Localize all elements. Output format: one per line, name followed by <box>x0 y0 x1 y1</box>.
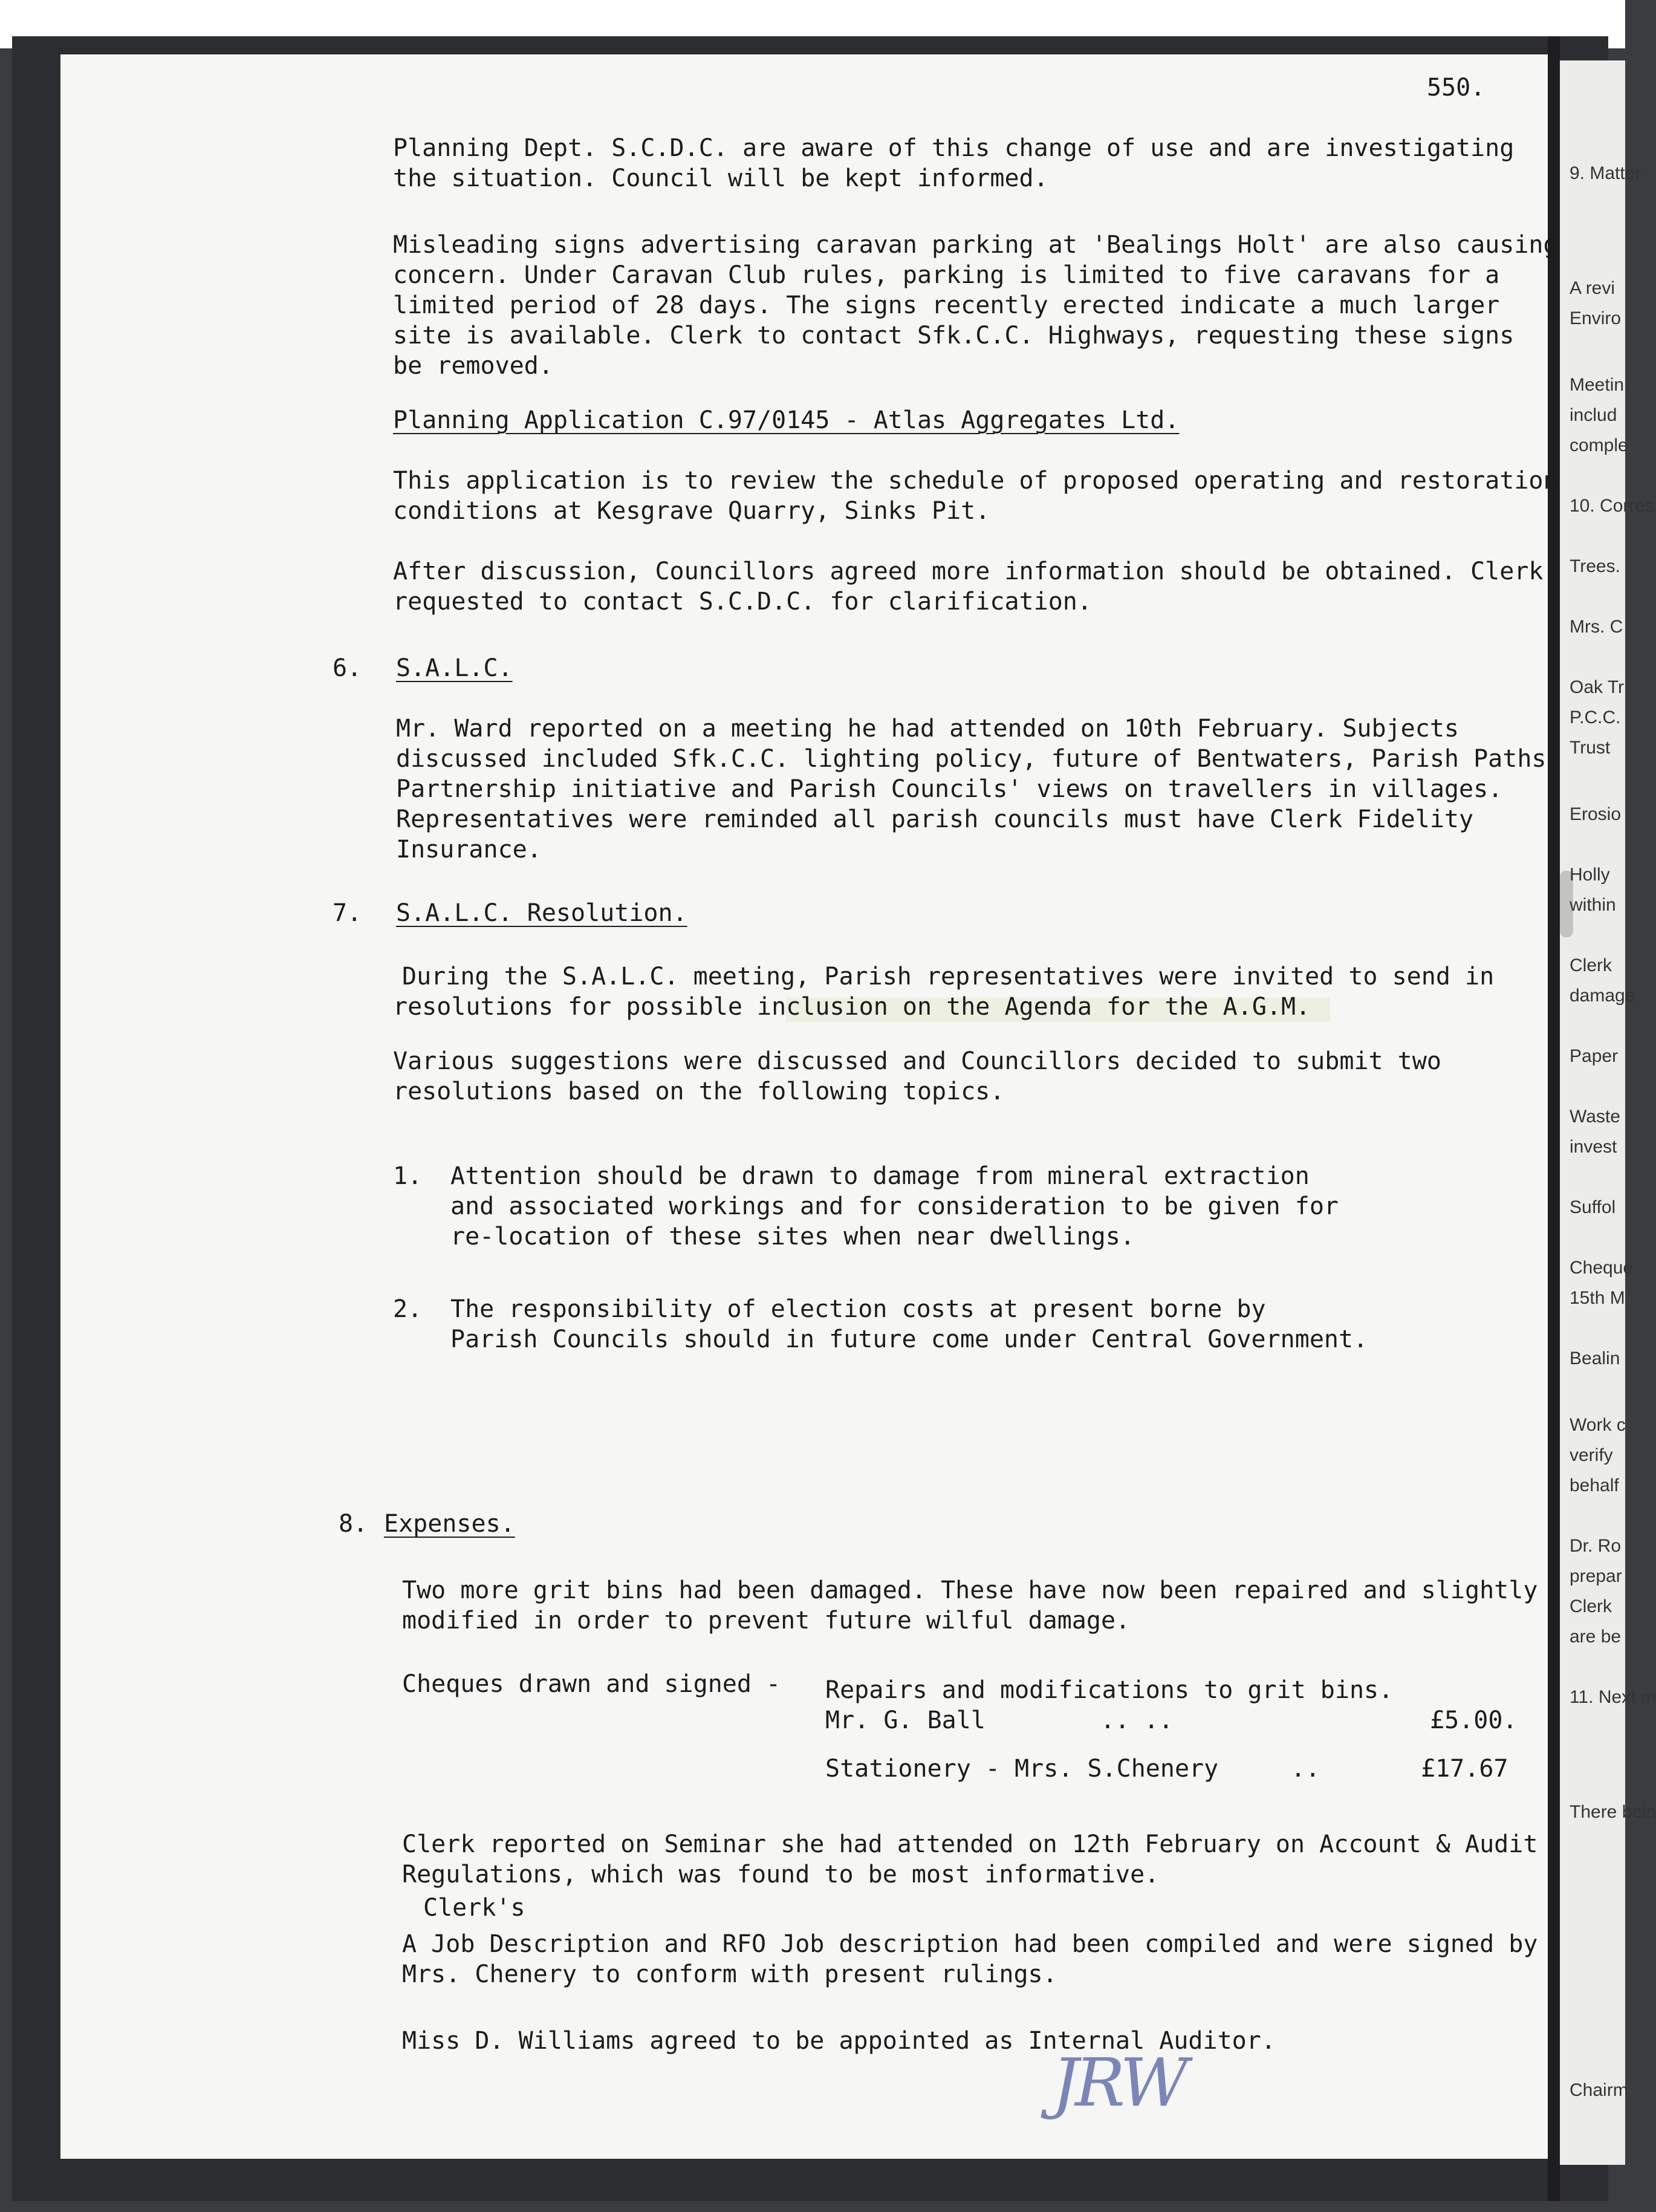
body-line: Insurance. <box>396 836 542 864</box>
adjacent-fragment: Work c <box>1570 1415 1626 1435</box>
body-line: be removed. <box>393 352 553 380</box>
body-line: concern. Under Caravan Club rules, parking is limited to five caravans for a <box>393 261 1500 289</box>
body-line: Misleading signs advertising caravan parking at 'Bealings Holt' are also causing <box>393 231 1558 259</box>
adjacent-fragment: Waste <box>1570 1107 1620 1127</box>
adjacent-fragment: A revi <box>1570 278 1615 298</box>
planning-application-heading: Planning Application C.97/0145 - Atlas Aggregates Ltd. <box>393 406 1180 434</box>
cheque-amount: £17.67 <box>1421 1755 1508 1783</box>
body-line: Mrs. Chenery to conform with present rulings. <box>402 1960 1057 1988</box>
body-line: Planning Dept. S.C.D.C. are aware of this change of use and are investigating <box>393 134 1515 162</box>
cheque-dots: .. <box>1291 1755 1320 1783</box>
adjacent-fragment: Dr. Ro <box>1570 1536 1622 1556</box>
binder-spine <box>1548 36 1560 2201</box>
adjacent-fragment: within <box>1570 895 1616 915</box>
list-item-line: Parish Councils should in future come under Central Government. <box>450 1326 1368 1353</box>
cheques-label: Cheques drawn and signed - <box>402 1670 781 1698</box>
body-line: After discussion, Councillors agreed more information should be obtained. Clerk <box>393 558 1544 585</box>
body-line: the situation. Council will be kept informed. <box>393 164 1048 192</box>
adjacent-fragment: Holly <box>1570 865 1610 885</box>
body-line: Partnership initiative and Parish Councils' views on travellers in villages. <box>396 775 1503 803</box>
adjacent-fragment: Suffol <box>1570 1197 1616 1217</box>
minutes-page <box>60 54 1558 2159</box>
adjacent-fragment: Cheque <box>1570 1258 1634 1278</box>
body-line: Various suggestions were discussed and Councillors decided to submit two <box>393 1047 1441 1075</box>
cheque-amount: £5.00. <box>1430 1706 1518 1734</box>
body-line: limited period of 28 days. The signs recently erected indicate a much larger <box>393 291 1500 319</box>
adjacent-fragment: 10. Corres <box>1570 496 1655 516</box>
body-line: This application is to review the schedule of proposed operating and restoration <box>393 467 1558 495</box>
body-line: A Job Description and RFO Job description had been compiled and were signed by <box>402 1930 1538 1958</box>
body-line: requested to contact S.C.D.C. for clarification. <box>393 588 1092 616</box>
adjacent-fragment: prepar <box>1570 1566 1622 1586</box>
adjacent-fragment: includ <box>1570 405 1617 425</box>
section-heading: S.A.L.C. Resolution. <box>396 899 687 927</box>
section-number: 6. <box>333 654 362 682</box>
adjacent-fragment: Paper <box>1570 1046 1619 1066</box>
adjacent-fragment: Chairm <box>1570 2080 1628 2100</box>
list-number: 2. <box>393 1295 423 1323</box>
adjacent-fragment: Enviro <box>1570 308 1622 328</box>
adjacent-fragment: 11. Next m <box>1570 1687 1656 1707</box>
body-line: site is available. Clerk to contact Sfk.C.C. Highways, requesting these signs <box>393 322 1515 350</box>
body-line: Representatives were reminded all parish councils must have Clerk Fidelity <box>396 805 1474 833</box>
list-item-line: re-location of these sites when near dwellings. <box>450 1223 1135 1251</box>
adjacent-page-edge <box>1560 60 1656 2165</box>
handwritten-insertion: Clerk's <box>423 1894 525 1922</box>
adjacent-fragment: Oak Tr <box>1570 677 1625 697</box>
adjacent-fragment: Erosio <box>1570 804 1622 824</box>
body-line: During the S.A.L.C. meeting, Parish representatives were invited to send in <box>402 963 1495 991</box>
adjacent-fragment: Meetin <box>1570 375 1625 395</box>
body-line: Regulations, which was found to be most informative. <box>402 1861 1160 1888</box>
list-item-line: Attention should be drawn to damage from mineral extraction <box>450 1162 1310 1190</box>
section-number: 8. <box>339 1510 368 1538</box>
section-number: 7. <box>333 899 362 927</box>
adjacent-fragment: comple <box>1570 435 1628 455</box>
adjacent-fragment: invest <box>1570 1137 1617 1157</box>
list-item-line: and associated workings and for consideration to be given for <box>450 1192 1339 1220</box>
body-line: Miss D. Williams agreed to be appointed as Internal Auditor. <box>402 2027 1276 2055</box>
body-line: resolutions based on the following topics. <box>393 1078 1005 1105</box>
list-item-line: The responsibility of election costs at present borne by <box>450 1295 1266 1323</box>
section-heading: Expenses. <box>384 1510 515 1538</box>
adjacent-fragment: 15th M <box>1570 1288 1625 1308</box>
adjacent-fragment: behalf <box>1570 1475 1619 1495</box>
body-line: resolutions for possible inclusion on the Agenda for the A.G.M. <box>393 993 1311 1021</box>
adjacent-fragment: are be <box>1570 1627 1622 1647</box>
adjacent-fragment: damage <box>1570 986 1635 1006</box>
cheque-description: Repairs and modifications to grit bins. <box>825 1676 1394 1704</box>
adjacent-fragment: Bealin <box>1570 1348 1620 1368</box>
body-line: Mr. Ward reported on a meeting he had attended on 10th February. Subjects <box>396 715 1459 743</box>
adjacent-fragment: P.C.C. <box>1570 708 1621 727</box>
cheque-dots: .. .. <box>1100 1706 1174 1734</box>
body-line: modified in order to prevent future wilful damage. <box>402 1607 1131 1635</box>
body-line: conditions at Kesgrave Quarry, Sinks Pit. <box>393 497 990 525</box>
list-number: 1. <box>393 1162 423 1190</box>
handwritten-initials: JRW <box>1052 2044 1185 2121</box>
section-heading: S.A.L.C. <box>396 654 513 682</box>
cheque-description: Stationery - Mrs. S.Chenery <box>825 1755 1219 1783</box>
adjacent-fragment: There bein <box>1570 1802 1656 1822</box>
adjacent-fragment: verify <box>1570 1445 1613 1465</box>
adjacent-fragment: 9. Matter <box>1570 163 1641 183</box>
page-number: 550. <box>1427 74 1486 102</box>
adjacent-fragment: Clerk <box>1570 955 1612 975</box>
adjacent-fragment: Trees. <box>1570 556 1620 576</box>
adjacent-fragment: Clerk <box>1570 1596 1612 1616</box>
adjacent-fragment: Trust <box>1570 738 1611 758</box>
body-line: Clerk reported on Seminar she had attended on 12th February on Account & Audit <box>402 1830 1538 1858</box>
adjacent-fragment: Mrs. C <box>1570 617 1623 637</box>
cheque-payee: Mr. G. Ball <box>825 1706 985 1734</box>
body-line: Two more grit bins had been damaged. These have now been repaired and slightly <box>402 1576 1538 1604</box>
body-line: discussed included Sfk.C.C. lighting policy, future of Bentwaters, Parish Paths <box>396 745 1547 773</box>
